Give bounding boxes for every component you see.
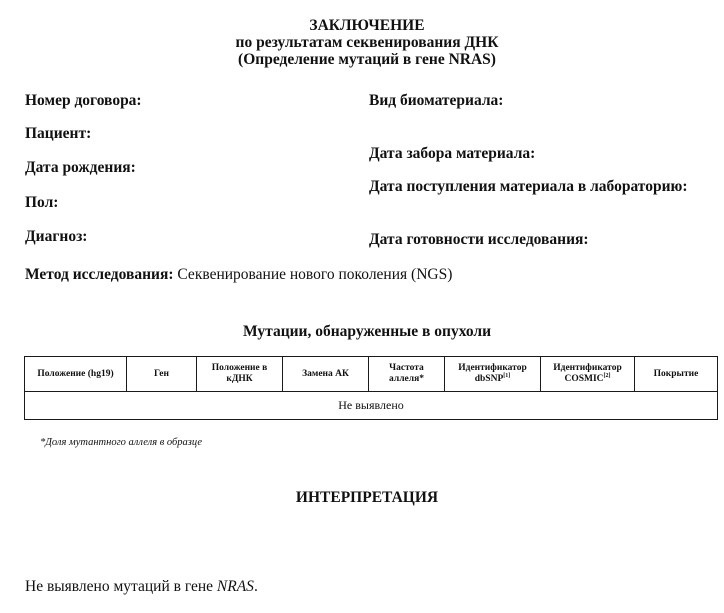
field-biomaterial-type: Вид биоматериала: [369,92,504,109]
method-line [25,266,452,284]
table-row [25,392,718,420]
footnote-ref-2: [2] [603,373,611,379]
mutations-title: Мутации, обнаруженные в опухоли [242,323,492,340]
allele-frequency-footnote: *Доля мутантного аллеля в образце [40,437,203,448]
interpretation-title: ИНТЕРПРЕТАЦИЯ [295,489,439,506]
method-value: Секвенирование нового поколения (NGS) [173,266,453,283]
column-header-cosmic-id: Идентификатор COSMIC[2] [541,357,635,392]
column-header-gene: Ген [127,357,197,392]
field-lab-receipt-date: Дата поступления материала в лабораторию: [369,178,688,195]
field-sex: Пол: [25,194,59,211]
report-subtitle-gene: (Определение мутаций в гене NRAS) [238,51,496,68]
mutations-table [24,356,718,420]
column-header-cdna-position: Положение в кДНК [197,357,283,392]
report-header [0,17,724,68]
field-collection-date: Дата забора материала: [369,145,536,162]
column-header-dbsnp-id: Идентификатор dbSNP[1] [445,357,541,392]
gene-name: NRAS [216,578,254,595]
field-patient: Пациент: [25,125,92,142]
column-header-aa-change: Замена АК [283,357,369,392]
field-diagnosis: Диагноз: [25,228,88,245]
column-header-coverage: Покрытие [635,357,718,392]
interpretation-text: Не выявлено мутаций в гене NRAS. [25,578,258,595]
column-header-position-hg19: Положение (hg19) [25,357,127,392]
table-header-row [25,357,718,392]
field-ready-date: Дата готовности исследования: [369,231,589,248]
report-title: ЗАКЛЮЧЕНИЕ [309,17,425,34]
column-header-allele-frequency: Частота аллеля* [369,357,445,392]
report-subtitle: по результатам секвенирования ДНК [235,34,499,51]
method-label: Метод исследования: [25,266,174,283]
footnote-ref-1: [1] [503,373,511,379]
empty-result-cell: Не выявлено [25,392,718,420]
field-birth-date: Дата рождения: [25,159,136,176]
field-contract-number: Номер договора: [25,92,142,109]
